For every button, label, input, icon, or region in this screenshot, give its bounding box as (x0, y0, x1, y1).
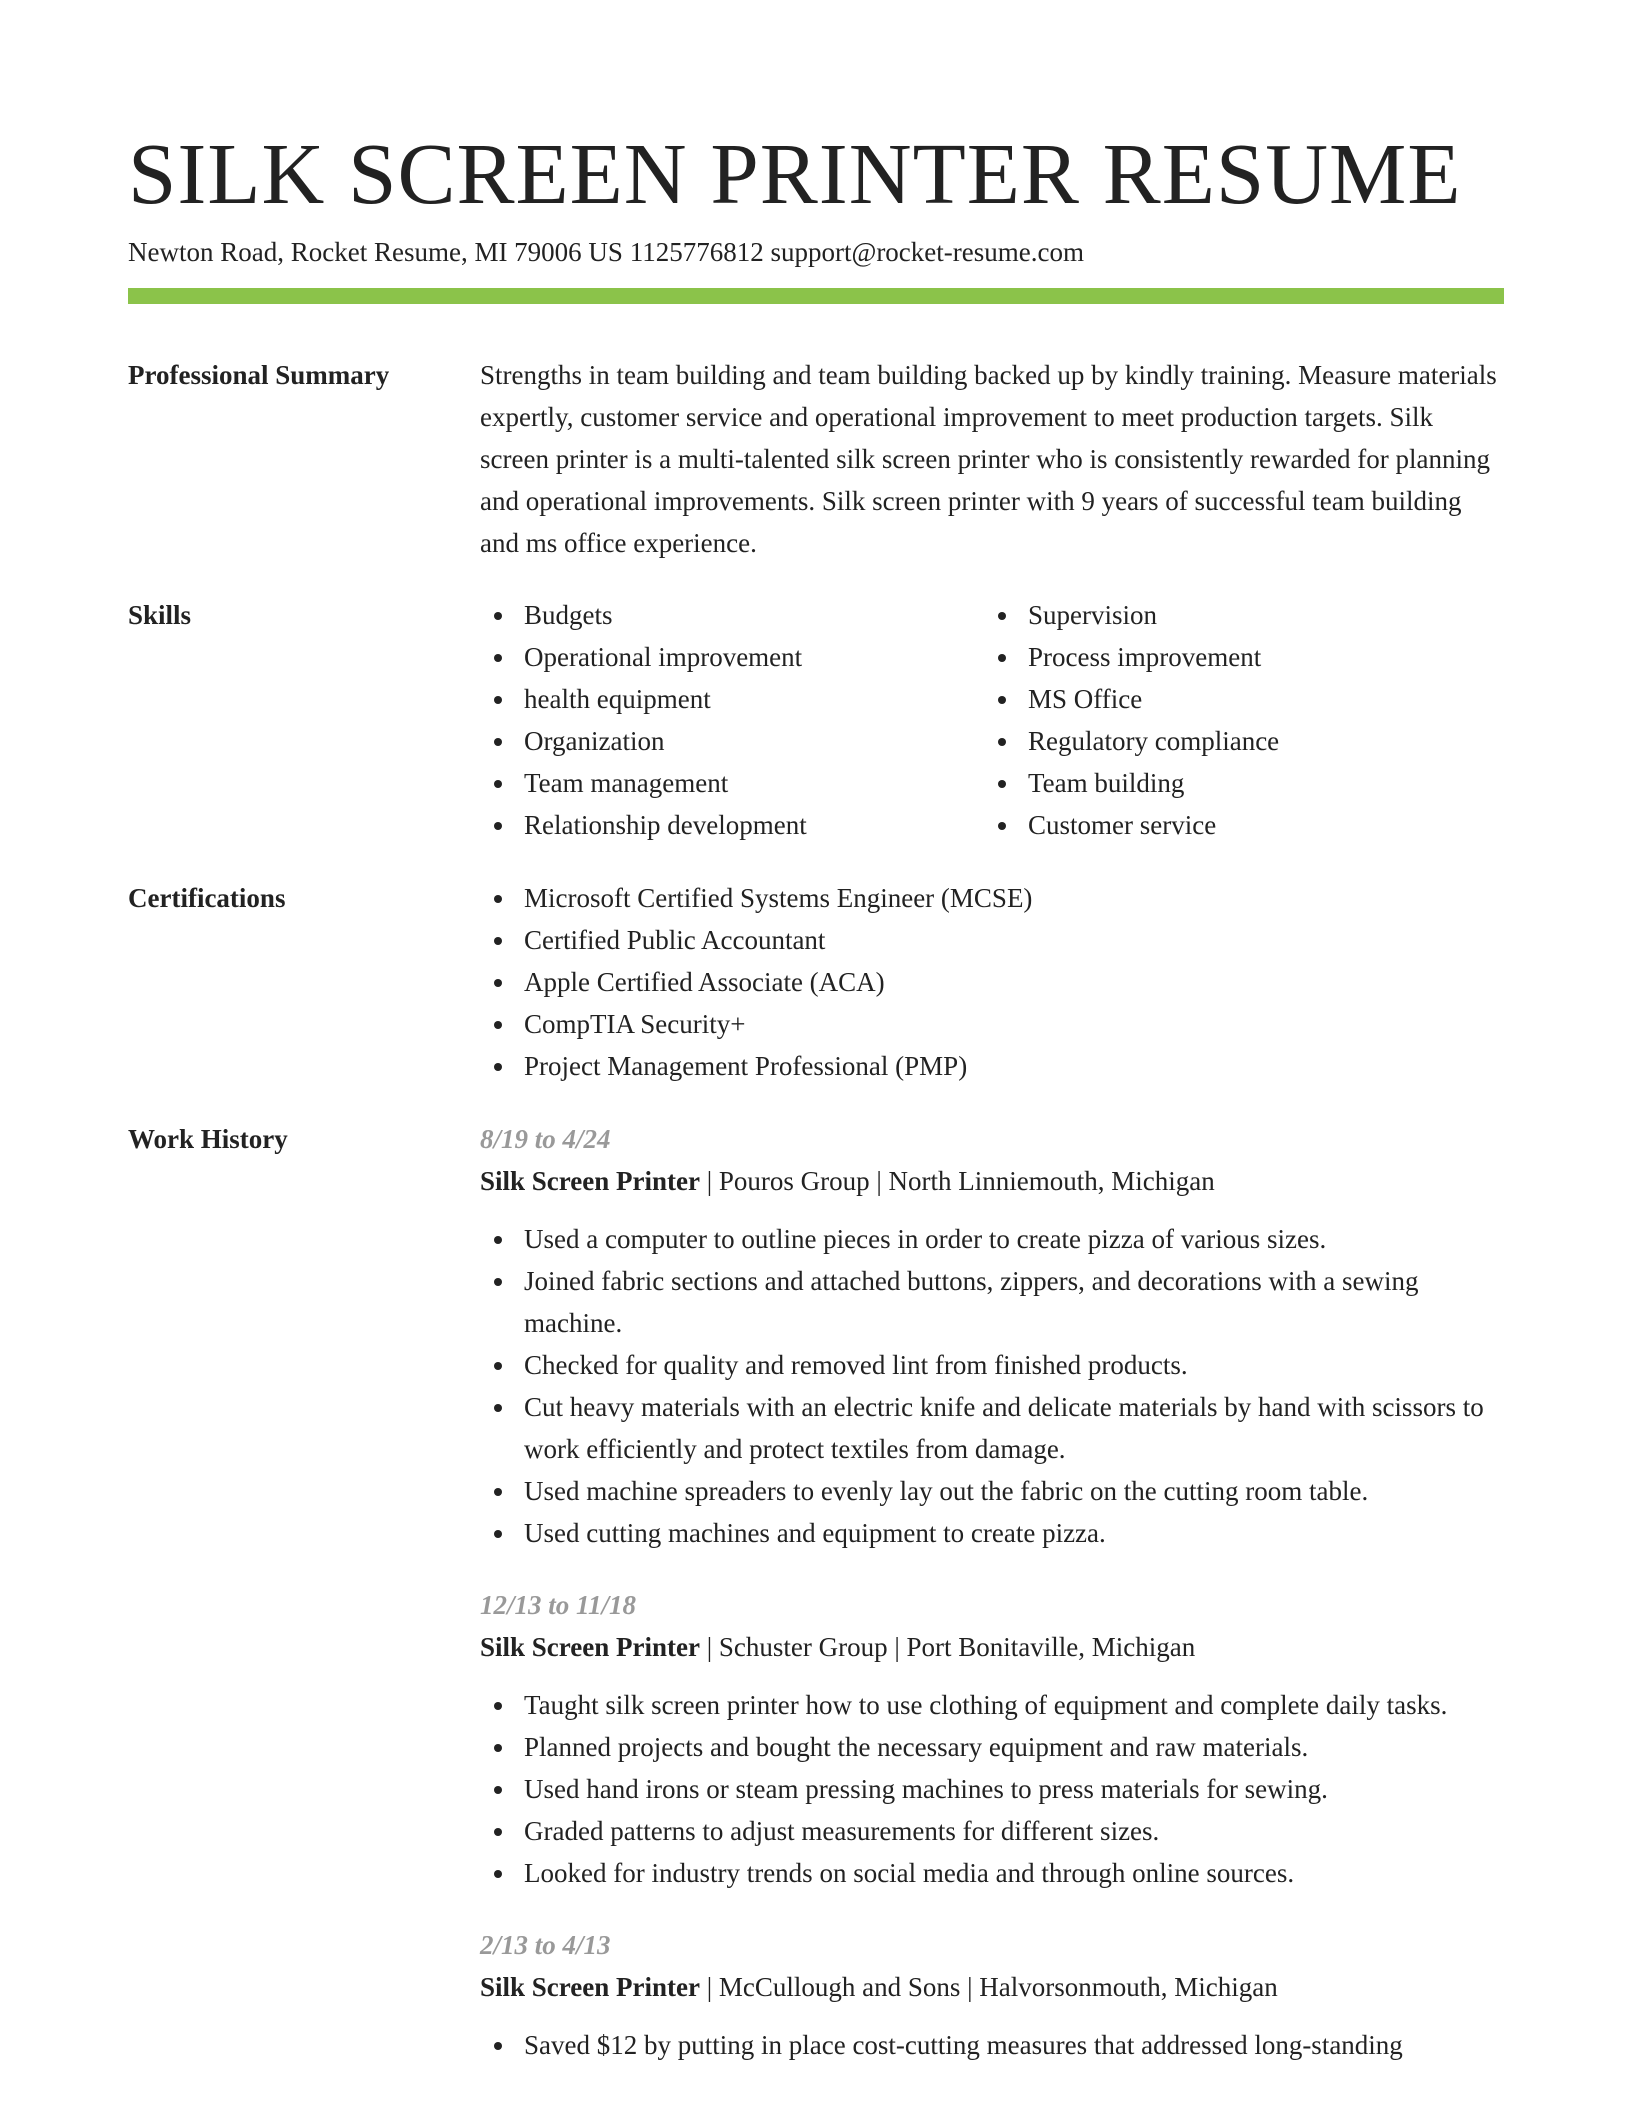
skill-item: Process improvement (984, 636, 1488, 678)
skill-item: Supervision (984, 594, 1488, 636)
work-history-section (128, 1118, 1504, 2096)
skills-grid (480, 594, 1504, 846)
job-duties (480, 2024, 1504, 2066)
job-heading (480, 1160, 1504, 1202)
certifications-list (480, 877, 1504, 1087)
skills-section (128, 594, 1504, 846)
job-entry (480, 1584, 1504, 1894)
duty-item: Used a computer to outline pieces in order to create pizza of various sizes. (480, 1218, 1504, 1260)
job-details: | McCullough and Sons | Halvorsonmouth, Michigan (699, 1972, 1278, 2002)
duty-item: Used machine spreaders to evenly lay out the fabric on the cutting room table. (480, 1470, 1504, 1512)
certification-item: Certified Public Accountant (480, 919, 1504, 961)
resume-title: SILK SCREEN PRINTER RESUME (128, 125, 1462, 222)
duty-item: Used cutting machines and equipment to create pizza. (480, 1512, 1504, 1554)
job-dates: 2/13 to 4/13 (480, 1930, 611, 1960)
skill-item: health equipment (480, 678, 984, 720)
job-heading (480, 1626, 1504, 1668)
duty-item: Used hand irons or steam pressing machines to press materials for sewing. (480, 1768, 1504, 1810)
duty-item: Looked for industry trends on social media and through online sources. (480, 1852, 1504, 1894)
job-duties (480, 1684, 1504, 1894)
duty-item: Saved $12 by putting in place cost-cutting measures that addressed long-standing (480, 2024, 1504, 2066)
summary-text: Strengths in team building and team building backed up by kindly training. Measure materials expertly, customer service and operational improvement to meet production targets. Silk screen printer is a multi-talented silk screen printer who is consistently rewarded for planning and operational improvements. Silk screen printer with 9 years of successful team building and ms office experience. (480, 360, 1497, 558)
certifications-body (480, 877, 1504, 1087)
job-title: Silk Screen Printer (480, 1972, 700, 2002)
skill-item: MS Office (984, 678, 1488, 720)
job-details: | Schuster Group | Port Bonitaville, Michigan (699, 1632, 1196, 1662)
job-dates: 12/13 to 11/18 (480, 1590, 637, 1620)
contact-info: Newton Road, Rocket Resume, MI 79006 US 1125776812 support@rocket-resume.com (128, 237, 1084, 267)
certification-item: Apple Certified Associate (ACA) (480, 961, 1504, 1003)
skill-item: Team building (984, 762, 1488, 804)
work-history-label: Work History (128, 1124, 288, 1154)
work-history-body (480, 1118, 1504, 2096)
job-entry (480, 1924, 1504, 2066)
duty-item: Taught silk screen printer how to use clothing of equipment and complete daily tasks. (480, 1684, 1504, 1726)
duty-item: Cut heavy materials with an electric knife and delicate materials by hand with scissors to work efficiently and protect textiles from damage. (480, 1386, 1504, 1470)
skill-item: Team management (480, 762, 984, 804)
skill-item: Budgets (480, 594, 984, 636)
skills-column-1 (480, 594, 984, 846)
duty-item: Checked for quality and removed lint from finished products. (480, 1344, 1504, 1386)
summary-section (128, 354, 1504, 564)
skill-item: Organization (480, 720, 984, 762)
certification-item: CompTIA Security+ (480, 1003, 1504, 1045)
job-details: | Pouros Group | North Linniemouth, Michigan (699, 1166, 1215, 1196)
skill-item: Customer service (984, 804, 1488, 846)
job-entry (480, 1118, 1504, 1554)
accent-divider (128, 288, 1504, 304)
summary-label: Professional Summary (128, 360, 390, 390)
job-title: Silk Screen Printer (480, 1166, 700, 1196)
job-duties (480, 1218, 1504, 1554)
skills-label: Skills (128, 600, 192, 630)
certifications-section (128, 877, 1504, 1087)
duty-item: Graded patterns to adjust measurements for different sizes. (480, 1810, 1504, 1852)
job-title: Silk Screen Printer (480, 1632, 700, 1662)
skill-item: Operational improvement (480, 636, 984, 678)
skill-item: Relationship development (480, 804, 984, 846)
certifications-label: Certifications (128, 883, 286, 913)
duty-item: Planned projects and bought the necessary equipment and raw materials. (480, 1726, 1504, 1768)
skills-column-2 (984, 594, 1488, 846)
duty-item: Joined fabric sections and attached buttons, zippers, and decorations with a sewing machine. (480, 1260, 1504, 1344)
job-dates: 8/19 to 4/24 (480, 1124, 611, 1154)
certification-item: Microsoft Certified Systems Engineer (MCSE) (480, 877, 1504, 919)
certification-item: Project Management Professional (PMP) (480, 1045, 1504, 1087)
skill-item: Regulatory compliance (984, 720, 1488, 762)
job-heading (480, 1966, 1504, 2008)
resume-page (128, 0, 1504, 2096)
